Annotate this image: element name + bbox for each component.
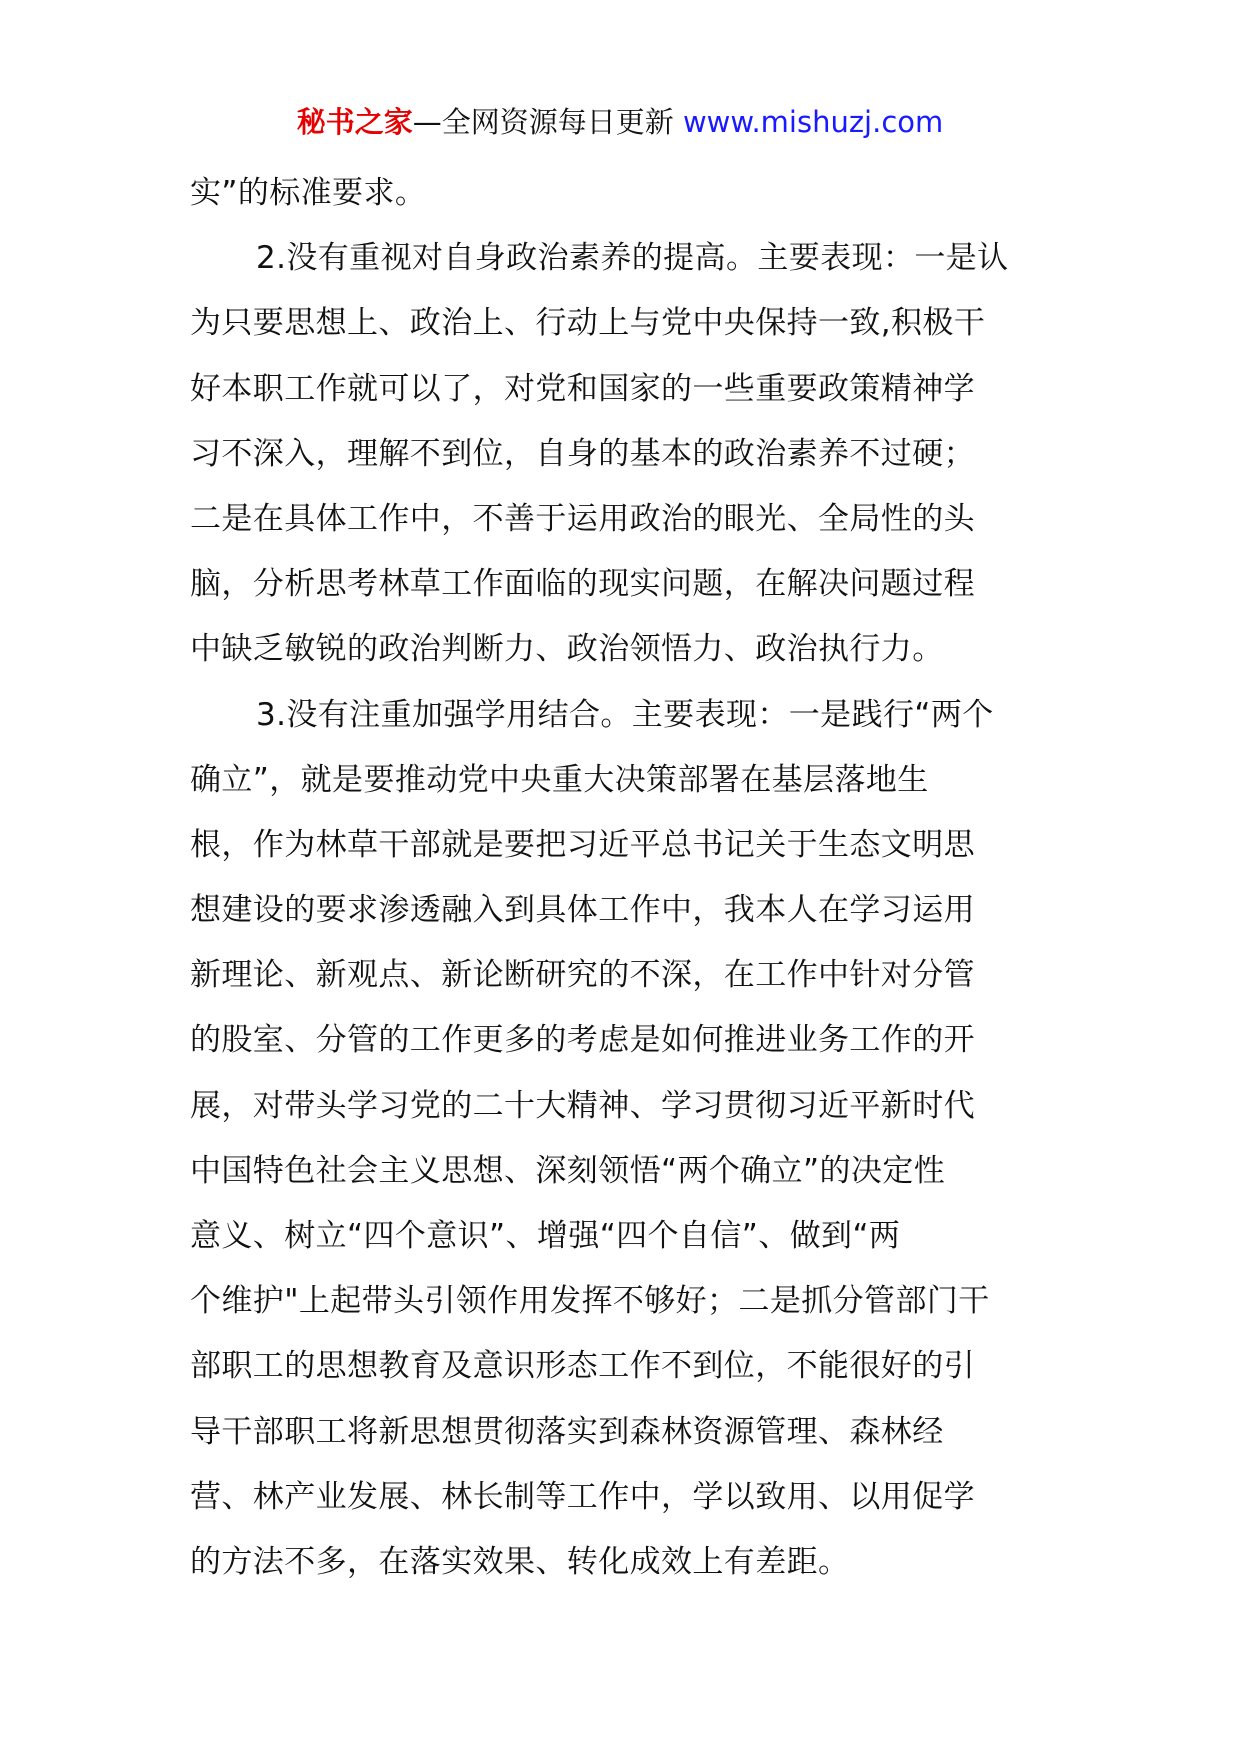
paragraph-start-line: 3.没有注重加强学用结合。主要表现：一是践行“两个 [256,696,994,733]
text-line: 想建设的要求渗透融入到具体工作中，我本人在学习运用 [190,892,975,929]
brand-name: 秘书之家 [296,105,413,139]
header-tagline: —全网资源每日更新 [412,105,683,139]
text-line: 脑，分析思考林草工作面临的现实问题，在解决问题过程 [190,566,975,603]
page-header [0,102,1240,142]
body-text [190,161,1060,1595]
text-line: 意义、树立“四个意识”、增强“四个自信”、做到“两 [190,1218,901,1254]
text-line: 营、林产业发展、林长制等工作中，学以致用、以用促学 [190,1478,975,1515]
text-line: 好本职工作就可以了，对党和国家的一些重要政策精神学 [190,370,975,407]
text-line: 导干部职工将新思想贯彻落实到森林资源管理、森林经 [190,1413,944,1450]
paragraph-start-line: 2.没有重视对自身政治素养的提高。主要表现：一是认 [256,240,1009,277]
text-line: 根，作为林草干部就是要把习近平总书记关于生态文明思 [190,826,975,863]
text-line: 二是在具体工作中，不善于运用政治的眼光、全局性的头 [190,500,975,537]
text-line: 确立”，就是要推动党中央重大决策部署在基层落地生 [190,761,929,798]
text-line: 部职工的思想教育及意识形态工作不到位，不能很好的引 [190,1348,975,1385]
text-line: 新理论、新观点、新论断研究的不深，在工作中针对分管 [190,957,975,994]
text-line: 个维护"上起带头引领作用发挥不够好；二是抓分管部门干 [190,1283,990,1320]
text-line: 实”的标准要求。 [190,175,427,211]
text-line: 的股室、分管的工作更多的考虑是如何推进业务工作的开 [190,1022,975,1059]
text-line: 为只要思想上、政治上、行动上与党中央保持一致,积极干 [190,305,986,342]
text-line: 习不深入，理解不到位，自身的基本的政治素养不过硬； [190,435,975,472]
text-line: 中缺乏敏锐的政治判断力、政治领悟力、政治执行力。 [190,631,944,668]
website-link[interactable]: www.mishuzj.com [682,105,944,139]
text-line: 展，对带头学习党的二十大精神、学习贯彻习近平新时代 [190,1087,975,1124]
text-line: 的方法不多，在落实效果、转化成效上有差距。 [190,1543,850,1580]
text-line: 中国特色社会主义思想、深刻领悟“两个确立”的决定性 [190,1152,946,1189]
